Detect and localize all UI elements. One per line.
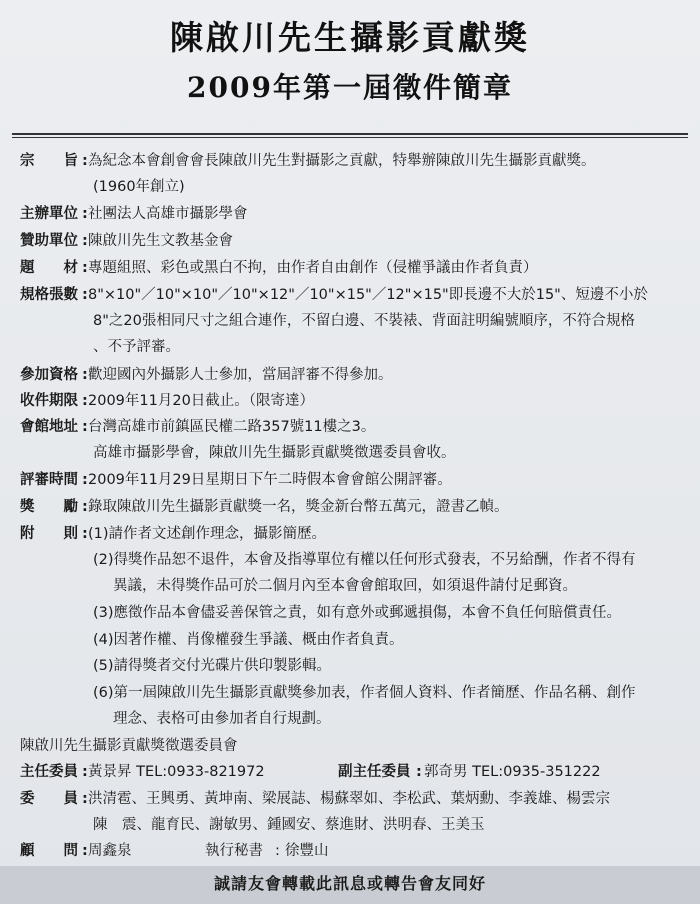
judging-label: 評審時間 bbox=[20, 472, 78, 488]
sponsor-label: 贊助單位 bbox=[20, 233, 78, 249]
page-title: 陳啟川先生攝影貢獻獎 bbox=[170, 18, 530, 57]
page-subtitle: 2009年第一屆徵件簡章 bbox=[187, 71, 513, 104]
chair-label: 主任委員 bbox=[20, 764, 78, 780]
vice-label: 副主任委員 bbox=[338, 764, 411, 780]
title-divider-thin bbox=[12, 137, 688, 138]
spec-label: 規格張數 bbox=[20, 287, 78, 303]
purpose-label: 宗 旨 bbox=[20, 153, 78, 169]
announcement-page: 陳啟川先生攝影貢獻獎 2009年第一屆徵件簡章 宗 旨 : 為紀念本會創會會長陳啟川先生對攝影之貢獻，特舉辦陳啟川先生攝影貢獻獎。 (1960年創立) 主辦單位 : 社團法人高雄市攝影學會 贊助單位 : 陳啟川先生文教基金會 題 材 : 專題組照、彩色或黑白不拘，由作者自由創作（侵權爭議由作者負責） 規格張數 : 8"×10"／10"×10"／10"×12"／10"×15"／12"×15"即長邊不大於15"、短邊不小於 8"之20張相同尺寸之組合連作，不留白邊、不裝裱、背面註明編號順序，不符合規格 、不予評審。 參加資格 : 歡迎國內外攝影人士參加，當屆評審不得參加。 收件期限 : 2009年11月20日截止。（限寄達） 會館地址 : 台灣高雄市前鎮區民權二路357號11樓之3。 高雄市攝影學會，陳啟川先生攝影貢獻獎徵選委員會收。 評審時間 : 2009年11月29日星期日下午二時假本會會館公開評審。 獎 勵 : 錄取陳啟川先生攝影貢獻獎一名，獎金新台幣五萬元，證書乙幀。 附 則 : (1)請作者文述創作理念，攝影簡歷。 (2)得獎作品恕不退件，本會及指導單位有權以任何形式發表，不另給酬，作者不得有 異議，未得獎作品可於二個月內至本會會館取回，如須退件請付足郵資。 (3)應徵作品本會儘妥善保管之責，如有意外或郵遞損傷，本會不負任何賠償責任。 (4)因著作權、肖像權發生爭議、概由作者負責。 (5)請得獎者交付光碟片供印製影輯。 (6)第一屆陳啟川先生攝影貢獻獎參加表，作者個人資料、作者簡歷、作品名稱、創作 理念、表格可由參加者自行規劃。 陳啟川先生攝影貢獻獎徵選委員會 主任委員 : 黃景昇 TEL:0933-821972 副主任委員 : 郭奇男 TEL:0935-351222 委 員 : 洪清雹、王興勇、黃坤南、梁展誌、楊蘇翠如、李松武、葉炳勳、李義雄、楊雲宗 陳 震、龍育民、謝敏男、鍾國安、蔡進財、洪明春、王美玉 顧 問 : 周鑫泉 執行秘書 : 徐豐山 誠請友會轉載此訊息或轉告會友同好 bbox=[0, 0, 700, 904]
advisor-label: 顧 問 bbox=[20, 843, 78, 859]
rule-6-cont: 理念、表格可由參加者自行規劃。 bbox=[113, 711, 331, 727]
members-text-2: 陳 震、龍育民、謝敏男、鍾國安、蔡進財、洪明春、王美玉 bbox=[93, 817, 485, 833]
advisor-text: 周鑫泉 bbox=[88, 843, 132, 859]
title-divider bbox=[12, 133, 688, 135]
judging-text: 2009年11月29日星期日下午二時假本會會館公開評審。 bbox=[88, 472, 452, 488]
address-label: 會館地址 bbox=[20, 419, 78, 435]
secretary-text: 徐豐山 bbox=[285, 843, 329, 859]
rule-3: (3)應徵作品本會儘妥善保管之責，如有意外或郵遞損傷，本會不負任何賠償責任。 bbox=[93, 605, 622, 621]
spec-text-3: 、不予評審。 bbox=[93, 339, 180, 355]
secretary-label: 執行秘書 bbox=[205, 843, 263, 859]
rule-2-cont: 異議，未得獎作品可於二個月內至本會會館取回，如須退件請付足郵資。 bbox=[113, 578, 577, 594]
subject-text: 專題組照、彩色或黑白不拘，由作者自由創作（侵權爭議由作者負責） bbox=[88, 260, 538, 276]
spec-text-1: 8"×10"／10"×10"／10"×12"／10"×15"／12"×15"即長邊不大於15"、短邊不小於 bbox=[88, 287, 648, 303]
purpose-text: 為紀念本會創會會長陳啟川先生對攝影之貢獻，特舉辦陳啟川先生攝影貢獻獎。 bbox=[88, 153, 596, 169]
subject-label: 題 材 bbox=[20, 260, 78, 276]
committee-name: 陳啟川先生攝影貢獻獎徵選委員會 bbox=[20, 738, 238, 754]
footer-banner: 誠請友會轉載此訊息或轉告會友同好 bbox=[0, 866, 700, 904]
eligibility-label: 參加資格 bbox=[20, 367, 78, 383]
chair-text: 黃景昇 TEL:0933-821972 bbox=[88, 764, 265, 780]
purpose-year: (1960年創立) bbox=[93, 179, 185, 195]
sponsor-text: 陳啟川先生文教基金會 bbox=[88, 233, 233, 249]
deadline-text: 2009年11月20日截止。（限寄達） bbox=[88, 393, 315, 409]
rules-label: 附 則 bbox=[20, 526, 78, 542]
address-text-2: 高雄市攝影學會，陳啟川先生攝影貢獻獎徵選委員會收。 bbox=[93, 445, 456, 461]
rule-5: (5)請得獎者交付光碟片供印製影輯。 bbox=[93, 658, 332, 674]
eligibility-text: 歡迎國內外攝影人士參加，當屆評審不得參加。 bbox=[88, 367, 393, 383]
rule-4: (4)因著作權、肖像權發生爭議、概由作者負責。 bbox=[93, 632, 404, 648]
rule-2: (2)得獎作品恕不退件，本會及指導單位有權以任何形式發表，不另給酬，作者不得有 bbox=[93, 552, 636, 568]
deadline-label: 收件期限 bbox=[20, 393, 78, 409]
members-label: 委 員 bbox=[20, 791, 78, 807]
vice-text: 郭奇男 TEL:0935-351222 bbox=[424, 764, 601, 780]
award-label: 獎 勵 bbox=[20, 499, 78, 515]
members-text-1: 洪清雹、王興勇、黃坤南、梁展誌、楊蘇翠如、李松武、葉炳勳、李義雄、楊雲宗 bbox=[88, 791, 610, 807]
address-text-1: 台灣高雄市前鎮區民權二路357號11樓之3。 bbox=[88, 419, 376, 435]
organizer-text: 社團法人高雄市攝影學會 bbox=[88, 206, 248, 222]
award-text: 錄取陳啟川先生攝影貢獻獎一名，獎金新台幣五萬元，證書乙幀。 bbox=[88, 499, 509, 515]
rule-6: (6)第一屆陳啟川先生攝影貢獻獎參加表，作者個人資料、作者簡歷、作品名稱、創作 bbox=[93, 685, 636, 701]
organizer-label: 主辦單位 bbox=[20, 206, 78, 222]
spec-text-2: 8"之20張相同尺寸之組合連作，不留白邊、不裝裱、背面註明編號順序，不符合規格 bbox=[93, 313, 635, 329]
rule-1: (1)請作者文述創作理念，攝影簡歷。 bbox=[88, 526, 327, 542]
